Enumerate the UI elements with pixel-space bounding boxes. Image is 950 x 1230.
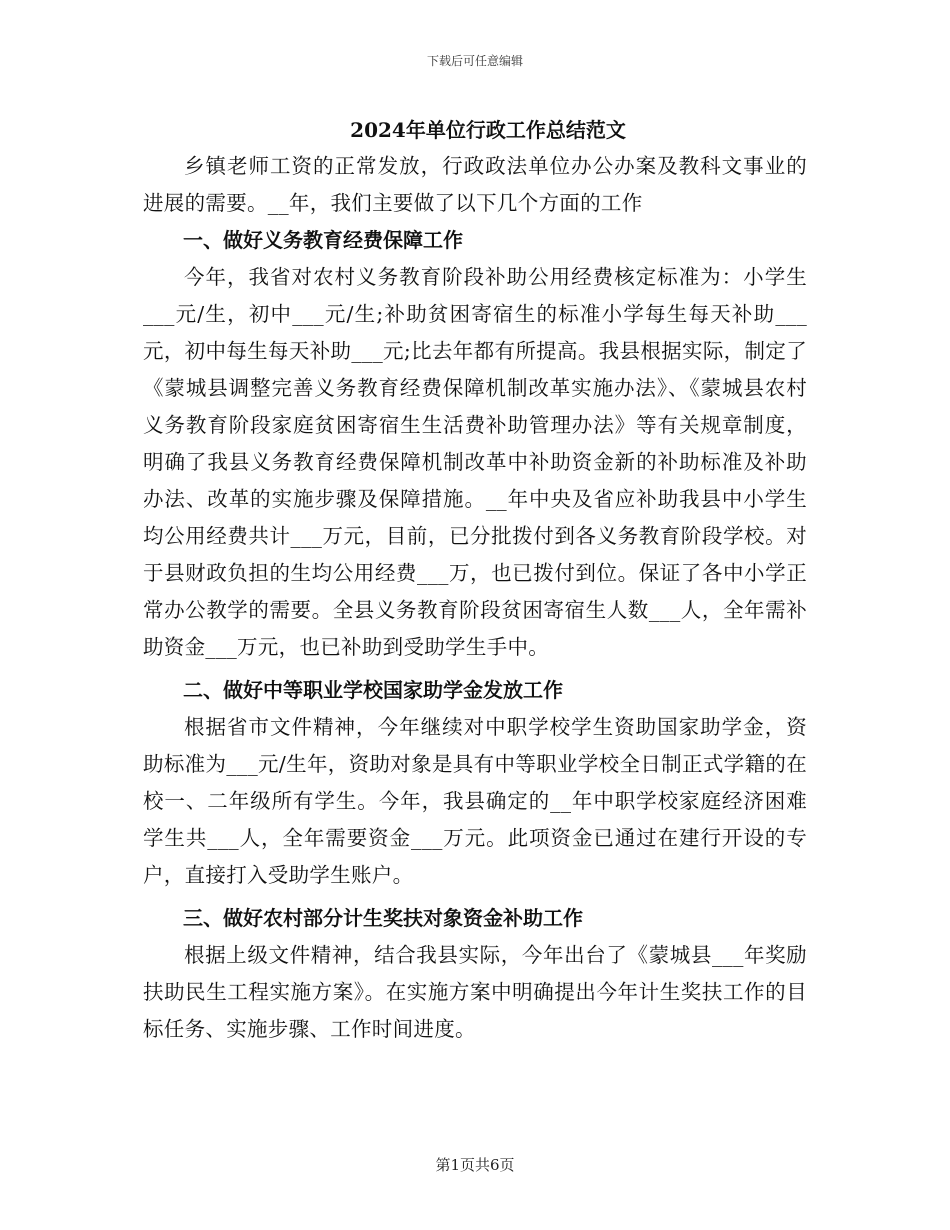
section-heading-1: 一、做好义务教育经费保障工作	[183, 228, 463, 252]
section-body-1: 今年，我省对农村义务教育阶段补助公用经费核定标准为：小学生___元/生，初中___元/生;补助贫困寄宿生的标准小学每生每天补助___元，初中每生每天补助___元;比去年都有所提高。我县根据实际，制定了《蒙城县调整完善义务教育经费保障机制改革实施办法》、《蒙城县农村义务教育阶段家庭贫困寄宿生生活费补助管理办法》等有关规章制度，明确了我县义务教育经费保障机制改革中补助资金新的补助标准及补助办法、改革的实施步骤及保障措施。__年中央及省应补助我县中小学生均公用经费共计___万元，目前，已分批拨付到各义务教育阶段学校。对于县财政负担的生均公用经费___万，也已拨付到位。保证了各中小学正常办公教学的需要。全县义务教育阶段贫困寄宿生人数___人，全年需补助资金___万元，也已补助到受助学生手中。	[143, 265, 807, 659]
section-heading-3: 三、做好农村部分计生奖扶对象资金补助工作	[183, 906, 583, 930]
section-body-3: 根据上级文件精神，结合我县实际，今年出台了《蒙城县___年奖励扶助民生工程实施方案》。在实施方案中明确提出今年计生奖扶工作的目标任务、实施步骤、工作时间进度。	[143, 943, 807, 1041]
section-heading-2: 二、做好中等职业学校国家助学金发放工作	[183, 678, 563, 702]
document-body	[143, 112, 807, 1048]
header-note: 下载后可任意编辑	[426, 54, 523, 68]
section-body-2: 根据省市文件精神，今年继续对中职学校学生资助国家助学金，资助标准为___元/生年，资助对象是具有中等职业学校全日制正式学籍的在校一、二年级所有学生。今年，我县确定的__年中职学校家庭经济困难学生共___人，全年需要资金___万元。此项资金已通过在建行开设的专户，直接打入受助学生账户。	[143, 715, 807, 887]
document-title: 2024年单位行政工作总结范文	[350, 118, 626, 142]
page-number-footer: 第1页共6页	[435, 1156, 515, 1174]
intro-paragraph: 乡镇老师工资的正常发放，行政政法单位办公办案及教科文事业的进展的需要。__年，我们主要做了以下几个方面的工作	[143, 154, 807, 215]
